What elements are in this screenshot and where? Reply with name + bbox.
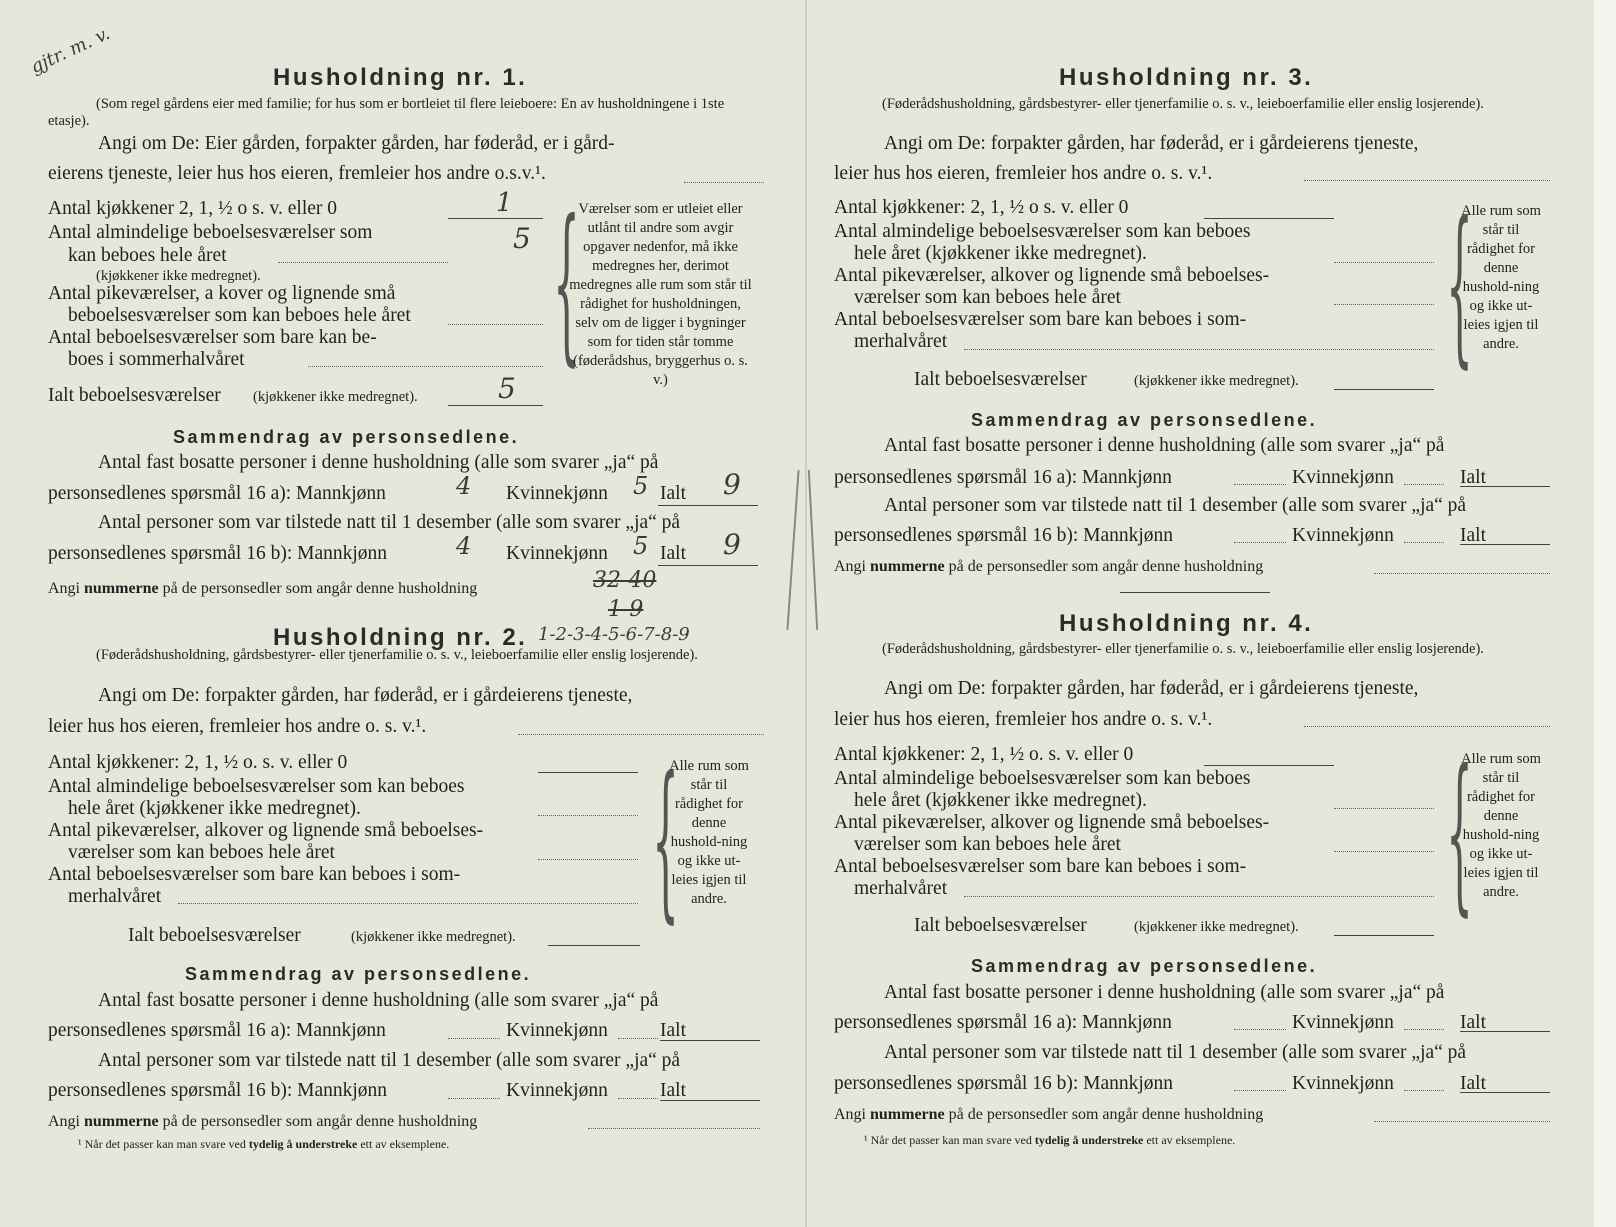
h3-s2-line2: personsedlenes spørsmål 16 b): Mannkjønn bbox=[834, 525, 1174, 546]
h1-female-label-2: Kvinnekjønn bbox=[506, 543, 608, 564]
h2-kitchens-label: Antal kjøkkener: 2, 1, ½ o. s. v. eller 0 bbox=[48, 752, 348, 773]
h3-pike-line1: Antal pikeværelser, alkover og lignende små beboelses- bbox=[834, 265, 1270, 286]
h2-summary-title: Sammendrag av personsedlene. bbox=[185, 964, 532, 984]
h3-title: Husholdning nr. 3. bbox=[1059, 64, 1314, 91]
h4-footnote: ¹ Når det passer kan man svare ved tydelig å understreke ett av eksemplene. bbox=[864, 1133, 1236, 1147]
h3-subtitle: (Føderådshusholdning, gårdsbestyrer- eller tjenerfamilie o. s. v., leieboerfamilie eller enslig losjerende). bbox=[882, 96, 1484, 112]
h4-kitchens-label: Antal kjøkkener: 2, 1, ½ o. s. v. eller 0 bbox=[834, 744, 1134, 765]
h3-summer-line1: Antal beboelsesværelser som bare kan beboes i som- bbox=[834, 309, 1247, 330]
h1-pike-line1: Antal pikeværelser, a kover og lignende små bbox=[48, 283, 396, 304]
h2-female-label-1: Kvinnekjønn bbox=[506, 1020, 608, 1041]
h2-total-label: Ialt beboelsesværelser bbox=[128, 925, 301, 946]
h1-male-night[interactable]: 4 bbox=[456, 532, 472, 560]
h3-brace: { bbox=[1446, 186, 1474, 384]
h1-ialt-label-1: Ialt bbox=[660, 483, 686, 504]
h3-ialt-label-1: Ialt bbox=[1460, 467, 1486, 488]
h1-kitchens-value[interactable]: 1 bbox=[496, 188, 513, 218]
h2-brace: { bbox=[652, 741, 680, 939]
h1-pike-line2: beboelsesværelser som kan beboes hele året bbox=[68, 305, 411, 326]
h2-angi-line2: leier hus hos eieren, fremleier hos andre o. s. v.¹. bbox=[48, 716, 427, 737]
h4-s1-line2: personsedlenes spørsmål 16 a): Mannkjønn bbox=[834, 1012, 1172, 1033]
h2-female-label-2: Kvinnekjønn bbox=[506, 1080, 608, 1101]
h2-s2-line2: personsedlenes spørsmål 16 b): Mannkjønn bbox=[48, 1080, 388, 1101]
h2-summer-line1: Antal beboelsesværelser som bare kan beboes i som- bbox=[48, 864, 461, 885]
h3-angi-line1: Angi om De: forpakter gården, har føderåd, er i gårdeierens tjeneste, bbox=[884, 133, 1419, 154]
h1-title: Husholdning nr. 1. bbox=[273, 64, 528, 91]
h3-total-label: Ialt beboelsesværelser bbox=[914, 369, 1087, 390]
page-fold bbox=[805, 0, 807, 1227]
h4-summer-line2: merhalvåret bbox=[854, 878, 948, 899]
h4-pike-line2: værelser som kan beboes hele året bbox=[854, 834, 1121, 855]
h3-total-note: (kjøkkener ikke medregnet). bbox=[1134, 373, 1299, 389]
h4-female-label-2: Kvinnekjønn bbox=[1292, 1073, 1394, 1094]
h1-summer-line1: Antal beboelsesværelser som bare kan be- bbox=[48, 327, 377, 348]
h2-ialt-label-2: Ialt bbox=[660, 1080, 686, 1101]
h2-angi-line1: Angi om De: forpakter gården, har føderåd, er i gårdeierens tjeneste, bbox=[98, 685, 633, 706]
h2-footnote: ¹ Når det passer kan man svare ved tydelig å understreke ett av eksemplene. bbox=[78, 1137, 450, 1151]
h2-s2-line1: Antal personer som var tilstede natt til 1 desember (alle som svarer „ja“ på bbox=[98, 1050, 681, 1071]
h1-kitchens-label: Antal kjøkkener 2, 1, ½ o s. v. eller 0 bbox=[48, 198, 338, 219]
section-divider bbox=[1120, 592, 1270, 593]
h1-total-label: Ialt beboelsesværelser bbox=[48, 385, 221, 406]
h2-s1-line1: Antal fast bosatte personer i denne husholdning (alle som svarer „ja“ på bbox=[98, 990, 659, 1011]
h4-female-label-1: Kvinnekjønn bbox=[1292, 1012, 1394, 1033]
h4-brace: { bbox=[1446, 734, 1474, 932]
h3-female-label-2: Kvinnekjønn bbox=[1292, 525, 1394, 546]
h4-total-label: Ialt beboelsesværelser bbox=[914, 915, 1087, 936]
h2-rooms-line1: Antal almindelige beboelsesværelser som kan beboes bbox=[48, 776, 465, 797]
h3-numbers-label: Angi nummerne på de personsedler som angår denne husholdning bbox=[834, 558, 1264, 575]
h3-summer-line2: merhalvåret bbox=[854, 331, 948, 352]
h4-summary-title: Sammendrag av personsedlene. bbox=[971, 956, 1318, 976]
h3-rooms-line2: hele året (kjøkkener ikke medregnet). bbox=[854, 243, 1147, 264]
h1-total-night[interactable]: 9 bbox=[723, 528, 741, 561]
h1-subtitle: (Som regel gårdens eier med familie; for hus som er bortleiet til flere leieboere: En av husholdningene i 1ste etasje). bbox=[48, 96, 725, 129]
h4-title: Husholdning nr. 4. bbox=[1059, 610, 1314, 637]
h1-ialt-label-2: Ialt bbox=[660, 543, 686, 564]
h1-brace: { bbox=[553, 184, 581, 382]
h1-s2-line1: Antal personer som var tilstede natt til 1 desember (alle som svarer „ja“ på bbox=[98, 512, 681, 533]
h4-ialt-label-2: Ialt bbox=[1460, 1073, 1486, 1094]
h4-subtitle: (Føderådshusholdning, gårdsbestyrer- eller tjenerfamilie o. s. v., leieboerfamilie eller enslig losjerende). bbox=[882, 641, 1484, 657]
h1-total-value[interactable]: 5 bbox=[498, 372, 516, 405]
h2-summer-line2: merhalvåret bbox=[68, 886, 162, 907]
h4-s2-line1: Antal personer som var tilstede natt til 1 desember (alle som svarer „ja“ på bbox=[884, 1042, 1467, 1063]
h4-s2-line2: personsedlenes spørsmål 16 b): Mannkjønn bbox=[834, 1073, 1174, 1094]
h4-summer-line1: Antal beboelsesværelser som bare kan beboes i som- bbox=[834, 856, 1247, 877]
h2-s1-line2: personsedlenes spørsmål 16 a): Mannkjønn bbox=[48, 1020, 386, 1041]
h3-pike-line2: værelser som kan beboes hele året bbox=[854, 287, 1121, 308]
h2-total-note: (kjøkkener ikke medregnet). bbox=[351, 929, 516, 945]
h4-pike-line1: Antal pikeværelser, alkover og lignende små beboelses- bbox=[834, 812, 1270, 833]
h1-angi-line2: eierens tjeneste, leier hus hos eieren, fremleier hos andre o.s.v.¹. bbox=[48, 163, 546, 184]
h4-rooms-line2: hele året (kjøkkener ikke medregnet). bbox=[854, 790, 1147, 811]
h3-side-note: Alle rum som står til rådighet for denne hushold-ning og ikke ut-leies igjen til andre. bbox=[1461, 203, 1541, 352]
h2-side-note: Alle rum som står til rådighet for denne hushold-ning og ikke ut-leies igjen til andre. bbox=[669, 758, 749, 907]
h4-side-note: Alle rum som står til rådighet for denne hushold-ning og ikke ut-leies igjen til andre. bbox=[1461, 751, 1541, 900]
h3-female-label-1: Kvinnekjønn bbox=[1292, 467, 1394, 488]
h1-female-present[interactable]: 5 bbox=[633, 472, 649, 500]
h2-title: Husholdning nr. 2. bbox=[273, 624, 528, 651]
h2-ialt-label-1: Ialt bbox=[660, 1020, 686, 1041]
h3-kitchens-label: Antal kjøkkener: 2, 1, ½ o s. v. eller 0 bbox=[834, 197, 1129, 218]
margin-note: gjtr. m. v. bbox=[27, 23, 114, 78]
h1-rooms-line2: kan beboes hele året bbox=[68, 245, 227, 266]
pencil-stroke bbox=[786, 470, 799, 630]
h1-s1-line1: Antal fast bosatte personer i denne husholdning (alle som svarer „ja“ på bbox=[98, 452, 659, 473]
h4-s1-line1: Antal fast bosatte personer i denne husholdning (alle som svarer „ja“ på bbox=[884, 982, 1445, 1003]
h2-rooms-line2: hele året (kjøkkener ikke medregnet). bbox=[68, 798, 361, 819]
h3-angi-line2: leier hus hos eieren, fremleier hos andre o. s. v.¹. bbox=[834, 163, 1213, 184]
h1-total-present[interactable]: 9 bbox=[723, 468, 741, 501]
h2-pike-line1: Antal pikeværelser, alkover og lignende små beboelses- bbox=[48, 820, 484, 841]
h4-numbers-label: Angi nummerne på de personsedler som angår denne husholdning bbox=[834, 1106, 1264, 1123]
h1-numbers-value-2[interactable]: 1-9 bbox=[608, 597, 644, 622]
h4-angi-line2: leier hus hos eieren, fremleier hos andre o. s. v.¹. bbox=[834, 709, 1213, 730]
h1-female-night[interactable]: 5 bbox=[633, 532, 649, 560]
h4-ialt-label-1: Ialt bbox=[1460, 1012, 1486, 1033]
h1-s1-line2: personsedlenes spørsmål 16 a): Mannkjønn bbox=[48, 483, 386, 504]
h3-s1-line2: personsedlenes spørsmål 16 a): Mannkjønn bbox=[834, 467, 1172, 488]
h3-s1-line1: Antal fast bosatte personer i denne husholdning (alle som svarer „ja“ på bbox=[884, 435, 1445, 456]
h1-summary-title: Sammendrag av personsedlene. bbox=[173, 427, 520, 447]
h1-rooms-value[interactable]: 5 bbox=[513, 222, 531, 255]
h1-angi-line1: Angi om De: Eier gården, forpakter gården, har føderåd, er i gård- bbox=[98, 133, 615, 154]
page-edge bbox=[1594, 0, 1616, 1227]
h4-rooms-line1: Antal almindelige beboelsesværelser som kan beboes bbox=[834, 768, 1251, 789]
h1-numbers-value[interactable]: 32-40 bbox=[593, 568, 657, 593]
h1-rooms-note: (kjøkkener ikke medregnet). bbox=[96, 268, 261, 284]
h1-male-present[interactable]: 4 bbox=[456, 472, 472, 500]
h1-s2-line2: personsedlenes spørsmål 16 b): Mannkjønn bbox=[48, 543, 388, 564]
h3-rooms-line1: Antal almindelige beboelsesværelser som kan beboes bbox=[834, 221, 1251, 242]
h2-pike-line2: værelser som kan beboes hele året bbox=[68, 842, 335, 863]
h1-rooms-line1: Antal almindelige beboelsesværelser som bbox=[48, 222, 373, 243]
h4-angi-line1: Angi om De: forpakter gården, har føderåd, er i gårdeierens tjeneste, bbox=[884, 678, 1419, 699]
h2-numbers-label: Angi nummerne på de personsedler som angår denne husholdning bbox=[48, 1113, 478, 1130]
h2-subtitle: (Føderådshusholdning, gårdsbestyrer- eller tjenerfamilie o. s. v., leieboerfamilie eller enslig losjerende). bbox=[96, 647, 698, 663]
h3-summary-title: Sammendrag av personsedlene. bbox=[971, 410, 1318, 430]
h1-summer-line2: boes i sommerhalvåret bbox=[68, 349, 245, 370]
h1-total-note: (kjøkkener ikke medregnet). bbox=[253, 389, 418, 405]
h1-numbers-label: Angi nummerne på de personsedler som angår denne husholdning bbox=[48, 580, 478, 597]
h1-side-note: Værelser som er utleiet eller utlånt til andre som avgir opgaver nedenfor, må ikke medregnes her, derimot medregnes alle rum som står til rådighet for husholdningen, selv om de ligger i bygninger som for tiden står tomme (føderådshus, bryggerhus o. s. v.) bbox=[569, 201, 752, 388]
h2-title-note[interactable]: 1-2-3-4-5-6-7-8-9 bbox=[538, 624, 690, 645]
h1-female-label-1: Kvinnekjønn bbox=[506, 483, 608, 504]
pencil-stroke bbox=[808, 470, 818, 630]
h4-total-note: (kjøkkener ikke medregnet). bbox=[1134, 919, 1299, 935]
h3-s2-line1: Antal personer som var tilstede natt til 1 desember (alle som svarer „ja“ på bbox=[884, 495, 1467, 516]
h3-ialt-label-2: Ialt bbox=[1460, 525, 1486, 546]
